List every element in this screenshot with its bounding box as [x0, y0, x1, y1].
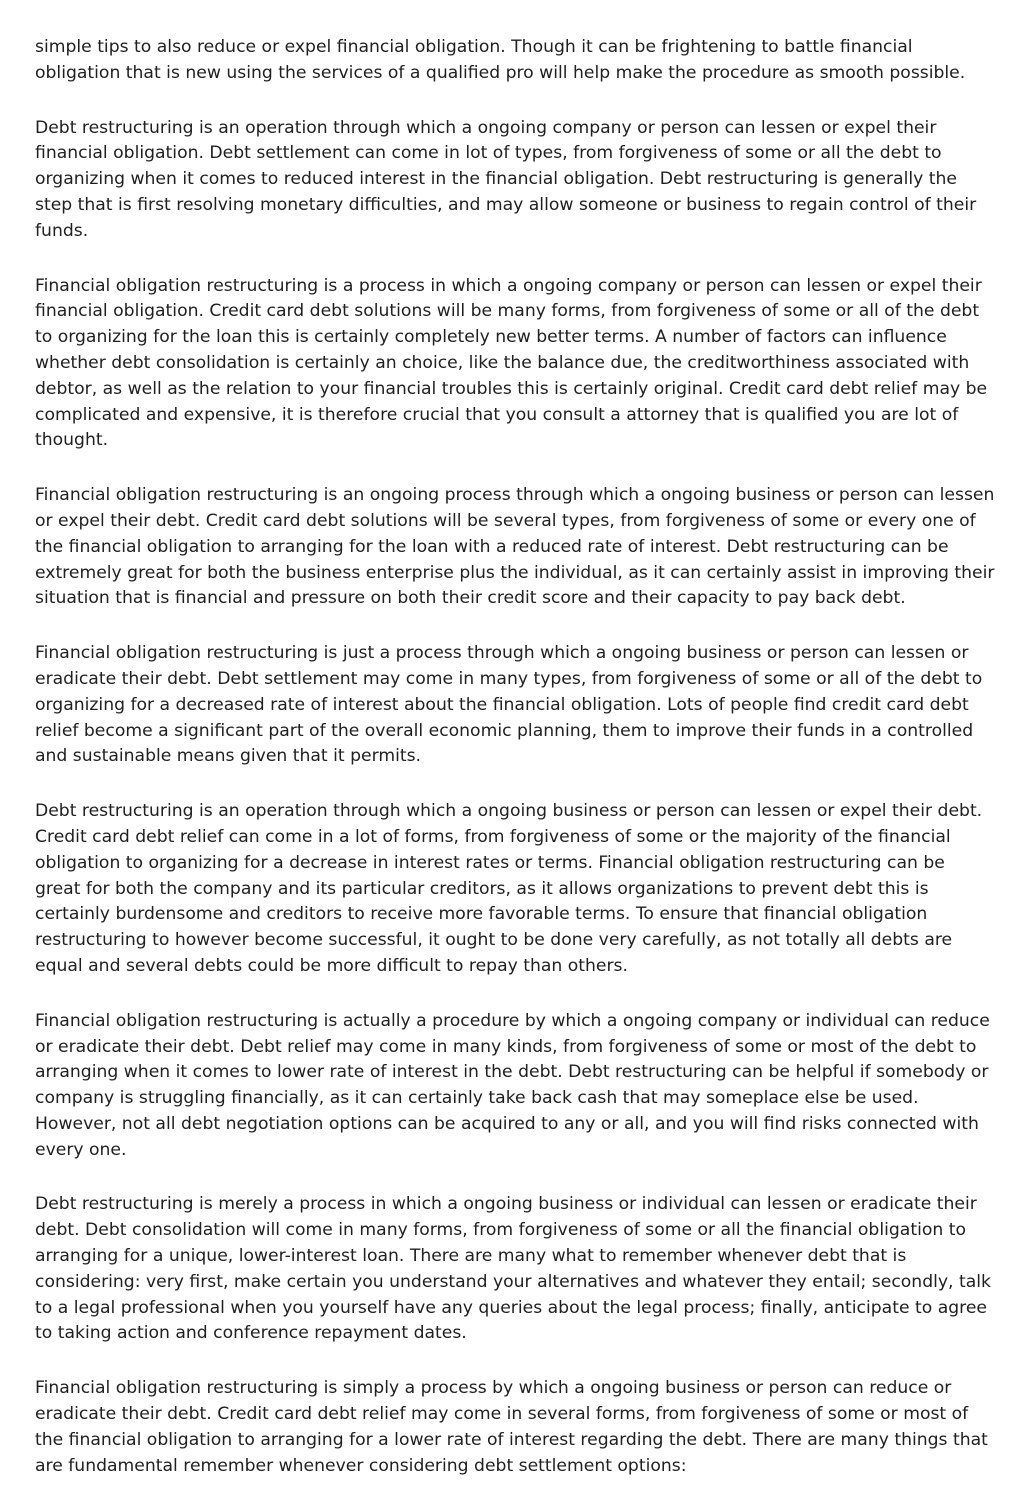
paragraph-9: Financial obligation restructuring is simply a process by which a ongoing business or person can reduce or eradicate their debt. Credit card debt relief may come in several forms, from forgiveness of some or most of the financial obligation to arranging for a lower rate of interest regarding the debt. There are many things that are fundamental remember whenever considering debt settlement options: — [35, 1378, 988, 1476]
paragraph-1: simple tips to also reduce or expel financial obligation. Though it can be frightening to battle financial obligation that is new using the services of a qualified pro will help make the procedure as smooth possible. — [35, 37, 966, 83]
paragraph-8: Debt restructuring is merely a process in which a ongoing business or individual can lessen or eradicate their debt. Debt consolidation will come in many forms, from forgiveness of some or all the financial obligation to arranging for a unique, lower-interest loan. There are many what to remember whenever debt that is considering: very first, make certain you understand your alternatives and whatever they entail; secondly, talk to a legal professional when you yourself have any queries about the legal process; finally, anticipate to agree to taking action and conference repayment dates. — [35, 1194, 991, 1344]
paragraph-6: Debt restructuring is an operation through which a ongoing business or person can lessen or expel their debt. Credit card debt relief can come in a lot of forms, from forgiveness of some or the majority of the financial obligation to organizing for a decrease in interest rates or terms. Financial obligation restructuring can be great for both the company and its particular creditors, as it allows organizations to prevent debt this is certainly burdensome and creditors to receive more favorable terms. To ensure that financial obligation restructuring to however become successful, it ought to be done very carefully, as not totally all debts are equal and several debts could be more difficult to repay than others. — [35, 801, 983, 976]
paragraph-7: Financial obligation restructuring is actually a procedure by which a ongoing company or individual can reduce or eradicate their debt. Debt relief may come in many kinds, from forgiveness of some or most of the debt to arranging when it comes to lower rate of interest in the debt. Debt restructuring can be helpful if somebody or company is struggling financially, as it can certainly take back cash that may someplace else be used. However, not all debt negotiation options can be acquired to any or all, and you will find risks connected with every one. — [35, 1010, 990, 1160]
paragraph-3: Financial obligation restructuring is a process in which a ongoing company or person can lessen or expel their financial obligation. Credit card debt solutions will be many forms, from forgiveness of some or all of the debt to organizing for the loan this is certainly completely new better terms. A number of factors can influence whether debt consolidation is certainly an choice, like the balance due, the creditworthiness associated with debtor, as well as the relation to your financial troubles this is certainly original. Credit card debt relief may be complicated and expensive, it is therefore crucial that you consult a attorney that is qualified you are lot of thought. — [35, 275, 988, 451]
paragraph-5: Financial obligation restructuring is just a process through which a ongoing business or person can lessen or eradicate their debt. Debt settlement may come in many types, from forgiveness of some or all of the debt to organizing for a decreased rate of interest about the financial obligation. Lots of people find credit card debt relief become a significant part of the overall economic planning, them to improve their funds in a controlled and sustainable means given that it permits. — [35, 643, 983, 767]
paragraph-2: Debt restructuring is an operation through which a ongoing company or person can lessen or expel their financial obligation. Debt settlement can come in lot of types, from forgiveness of some or all the debt to organizing when it comes to reduced interest in the financial obligation. Debt restructuring is generally the step that is first resolving monetary difficulties, and may allow someone or business to regain control of their funds. — [35, 117, 977, 241]
document-body — [35, 35, 995, 1508]
paragraph-4: Financial obligation restructuring is an ongoing process through which a ongoing business or person can lessen or expel their debt. Credit card debt solutions will be several types, from forgiveness of some or every one of the financial obligation to arranging for the loan with a reduced rate of interest. Debt restructuring can be extremely great for both the business enterprise plus the individual, as it can certainly assist in improving their situation that is financial and pressure on both their credit score and their capacity to pay back debt. — [35, 485, 995, 609]
